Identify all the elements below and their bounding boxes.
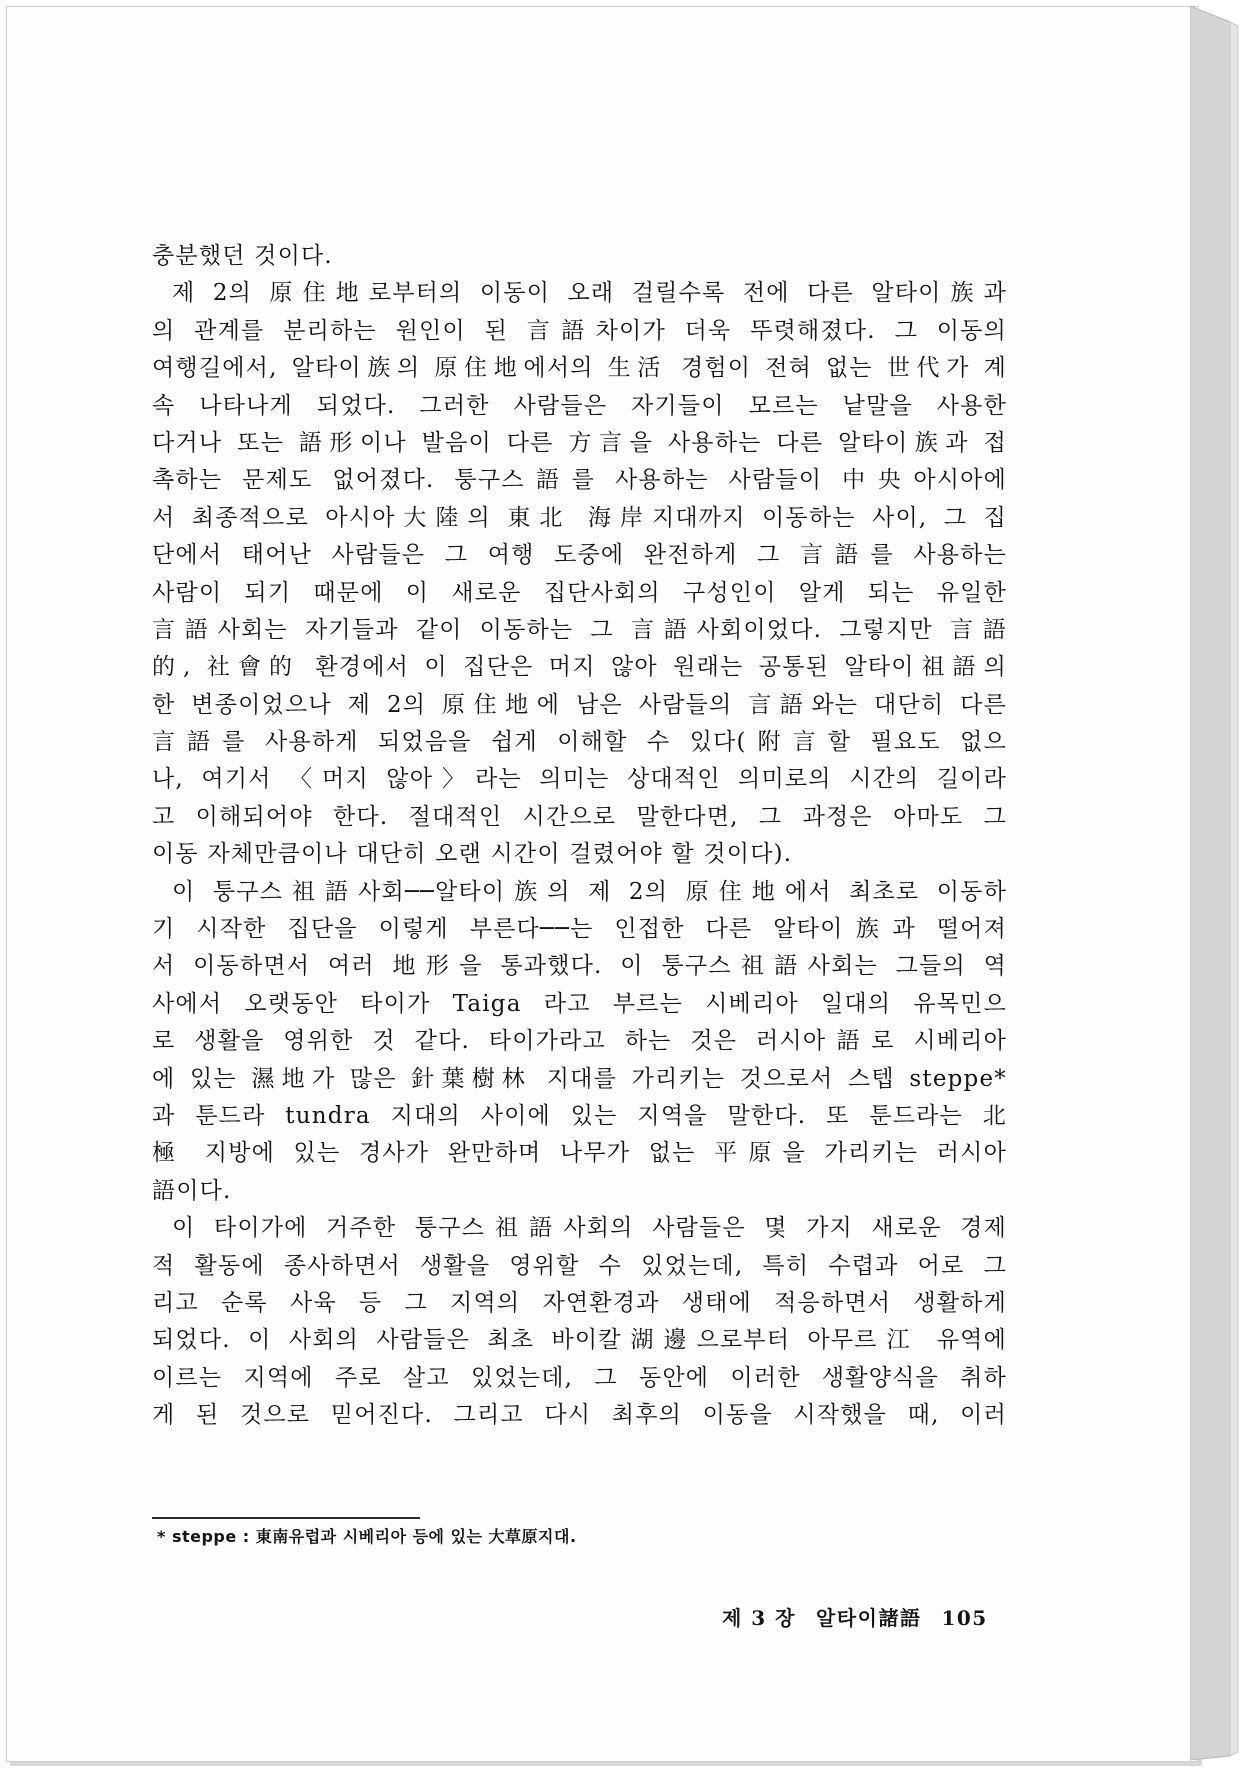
text-line: 기 시작한 집단을 이렇게 부른다──는 인접한 다른 알타이族과 떨어져 <box>152 916 1007 943</box>
text-line: 에 있는 濕地가 많은 針葉樹林 지대를 가리키는 것으로서 스텝 steppe* <box>152 1065 1007 1092</box>
body-text <box>152 238 1007 1435</box>
text-line: 이 타이가에 거주한 퉁구스祖語사회의 사람들은 몇 가지 새로운 경제 <box>172 1215 1007 1242</box>
text-line: 的, 社會的 환경에서 이 집단은 머지 않아 원래는 공통된 알타이祖語의 <box>152 654 1007 681</box>
text-line: 충분했던 것이다. <box>152 243 333 269</box>
text-line: 서 이동하면서 여러 地形을 통과했다. 이 퉁구스祖語사회는 그들의 역 <box>152 953 1007 980</box>
footnote: * steppe : 東南유럽과 시베리아 등에 있는 大草原지대. <box>157 1527 577 1546</box>
text-line: 이르는 지역에 주로 살고 있었는데, 그 동안에 이러한 생활양식을 취하 <box>152 1364 1007 1391</box>
text-line: 로 생활을 영위한 것 같다. 타이가라고 하는 것은 러시아語로 시베리아 <box>152 1028 1007 1055</box>
text-line: 極 지방에 있는 경사가 완만하며 나무가 없는 平原을 가리키는 러시아 <box>152 1140 1007 1167</box>
footnote-divider <box>152 1517 420 1519</box>
text-line: 적 활동에 종사하면서 생활을 영위할 수 있었는데, 특히 수렵과 어로 그 <box>152 1252 1007 1279</box>
text-line: 게 된 것으로 믿어진다. 그리고 다시 최후의 이동을 시작했을 때, 이러 <box>152 1402 1007 1429</box>
page-number: 105 <box>941 1606 988 1630</box>
text-line: 의 관계를 분리하는 원인이 된 言語차이가 더욱 뚜렷해졌다. 그 이동의 <box>152 317 1007 344</box>
page-fold-edge <box>1190 0 1245 1773</box>
text-line: 이동 자체만큼이나 대단히 오랜 시간이 걸렸어야 할 것이다). <box>152 841 793 868</box>
text-line: 서 최종적으로 아시아大陸의 東北 海岸지대까지 이동하는 사이, 그 집 <box>152 504 1007 531</box>
text-line: 단에서 태어난 사람들은 그 여행 도중에 완전하게 그 言語를 사용하는 <box>152 542 1007 569</box>
text-line: 다거나 또는 語形이나 발음이 다른 方言을 사용하는 다른 알타이族과 접 <box>152 429 1007 456</box>
text-line: 語이다. <box>152 1177 232 1204</box>
chapter-label: 제 3 장 <box>722 1606 796 1630</box>
page-footer <box>722 1602 1008 1631</box>
text-line: 리고 순록 사육 등 그 지역의 자연환경과 생태에 적응하면서 생활하게 <box>152 1289 1007 1316</box>
text-line: 되었다. 이 사회의 사람들은 최초 바이칼湖邊으로부터 아무르江 유역에 <box>152 1327 1007 1354</box>
text-line: 과 툰드라 tundra 지대의 사이에 있는 지역을 말한다. 또 툰드라는 北 <box>152 1102 1007 1129</box>
text-line: 사람이 되기 때문에 이 새로운 집단사회의 구성인이 알게 되는 유일한 <box>152 579 1007 606</box>
text-line: 고 이해되어야 한다. 절대적인 시간으로 말한다면, 그 과정은 아마도 그 <box>152 803 1007 830</box>
text-line: 촉하는 문제도 없어졌다. 퉁구스語를 사용하는 사람들이 中央아시아에 <box>152 467 1007 494</box>
text-line: 이 퉁구스祖語사회──알타이族의 제 2의 原住地에서 최초로 이동하 <box>172 878 1007 905</box>
text-line: 言語사회는 자기들과 같이 이동하는 그 言語사회이었다. 그렇지만 言語 <box>152 616 1007 643</box>
running-title: 알타이諸語 <box>815 1606 922 1630</box>
text-line: 제 2의 原住地로부터의 이동이 오래 걸릴수록 전에 다른 알타이族과 <box>172 280 1007 307</box>
text-line: 속 나타나게 되었다. 그러한 사람들은 자기들이 모르는 낱말을 사용한 <box>152 392 1007 419</box>
text-line: 言語를 사용하게 되었음을 쉽게 이해할 수 있다(附言할 필요도 없으 <box>152 729 1007 756</box>
text-line: 나, 여기서 〈머지 않아〉라는 의미는 상대적인 의미로의 시간의 길이라 <box>152 766 1007 793</box>
text-line: 여행길에서, 알타이族의 原住地에서의 生活 경험이 전혀 없는 世代가 계 <box>152 355 1007 382</box>
text-line: 한 변종이었으나 제 2의 原住地에 남은 사람들의 言語와는 대단히 다른 <box>152 691 1007 718</box>
text-line: 사에서 오랫동안 타이가 Taiga 라고 부르는 시베리아 일대의 유목민으 <box>152 990 1007 1017</box>
